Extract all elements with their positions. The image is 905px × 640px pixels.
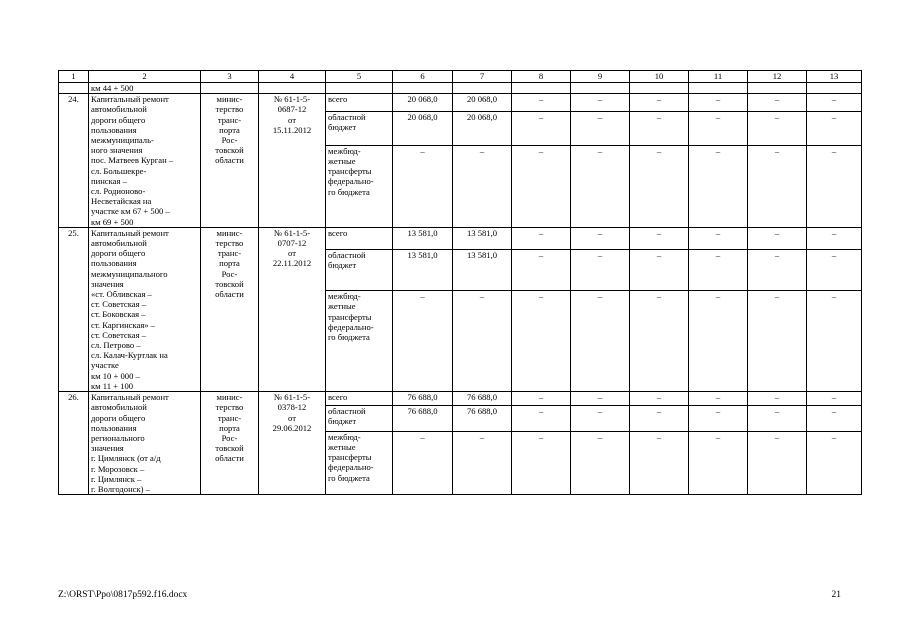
value-col11: –: [689, 94, 748, 112]
file-path: Z:\ORST\Ppo\0817p592.f16.docx: [58, 590, 188, 600]
row-number: 24.: [59, 94, 89, 228]
value-col8: –: [512, 405, 571, 431]
value-col8: –: [512, 145, 571, 227]
col-num-header: 12: [748, 71, 807, 83]
responsible-org: минис- терство транс- порта Рос- товской области: [201, 227, 259, 391]
value-col11: –: [689, 392, 748, 406]
col-num-header: 7: [453, 71, 512, 83]
value-col13: –: [807, 145, 862, 227]
program-table: [58, 70, 862, 495]
col-num-header: 11: [689, 71, 748, 83]
value-col12: –: [748, 145, 807, 227]
contract-number: № 61-1-5- 0687-12 от 15.11.2012: [259, 94, 326, 228]
value-col13: –: [807, 94, 862, 112]
value-col8: –: [512, 291, 571, 392]
continuation-text: км 44 + 500: [89, 83, 201, 94]
table-row: [59, 94, 862, 112]
value-col9: –: [571, 227, 630, 249]
value-col7: –: [453, 431, 512, 494]
row-number: 26.: [59, 392, 89, 495]
value-col8: –: [512, 111, 571, 145]
col-num-header: 2: [89, 71, 201, 83]
value-col9: –: [571, 145, 630, 227]
value-col6: –: [393, 145, 453, 227]
value-col11: –: [689, 405, 748, 431]
value-col13: –: [807, 392, 862, 406]
col-num-header: 3: [201, 71, 259, 83]
value-col12: –: [748, 94, 807, 112]
table-row: [59, 392, 862, 406]
value-col11: –: [689, 111, 748, 145]
value-col9: –: [571, 291, 630, 392]
value-col8: –: [512, 94, 571, 112]
value-col7: 13 581,0: [453, 249, 512, 291]
measure-description: Капитальный ремонт автомобильной дороги общего пользования межмуниципального значения «ст. Обливская – ст. Советская – ст. Боковская – ст. Каргинская» – ст. Советская – сл. Петрово – сл. Калач-Куртлак на участке км 10 + 000 – км 11 + 100: [89, 227, 201, 391]
value-col13: –: [807, 405, 862, 431]
value-col7: 20 068,0: [453, 111, 512, 145]
value-col11: –: [689, 145, 748, 227]
value-col11: –: [689, 431, 748, 494]
col-num-header: 13: [807, 71, 862, 83]
funding-source: областной бюджет: [326, 111, 393, 145]
value-col13: –: [807, 249, 862, 291]
value-col6: –: [393, 291, 453, 392]
value-col6: 13 581,0: [393, 227, 453, 249]
funding-source: областной бюджет: [326, 249, 393, 291]
value-col9: –: [571, 94, 630, 112]
value-col10: –: [630, 111, 689, 145]
value-col13: –: [807, 111, 862, 145]
funding-source: всего: [326, 392, 393, 406]
funding-source: межбюд- жетные трансферты федерально- го бюджета: [326, 431, 393, 494]
value-col11: –: [689, 227, 748, 249]
value-col11: –: [689, 291, 748, 392]
document-page: [58, 70, 841, 495]
value-col6: 13 581,0: [393, 249, 453, 291]
funding-source: межбюд- жетные трансферты федерально- го бюджета: [326, 291, 393, 392]
value-col7: –: [453, 291, 512, 392]
value-col7: 13 581,0: [453, 227, 512, 249]
measure-description: Капитальный ремонт автомобильной дороги общего пользования межмуниципаль- ного значения пос. Матвеев Курган – сл. Большекре- пинская – сл. Родионово- Несветайская на участке км 67 + 500 – км 69 + 500: [89, 94, 201, 228]
funding-source: межбюд- жетные трансферты федерально- го бюджета: [326, 145, 393, 227]
value-col9: –: [571, 405, 630, 431]
value-col12: –: [748, 392, 807, 406]
value-col13: –: [807, 291, 862, 392]
funding-source: всего: [326, 94, 393, 112]
table-row: [59, 227, 862, 249]
measure-description: Капитальный ремонт автомобильной дороги общего пользования регионального значения г. Цимлянск (от а/д г. Морозовск – г. Цимлянск – г. Волгодонск) –: [89, 392, 201, 495]
value-col8: –: [512, 249, 571, 291]
value-col7: 20 068,0: [453, 94, 512, 112]
value-col7: –: [453, 145, 512, 227]
value-col9: –: [571, 431, 630, 494]
value-col8: –: [512, 392, 571, 406]
value-col6: 76 688,0: [393, 392, 453, 406]
value-col7: 76 688,0: [453, 392, 512, 406]
value-col10: –: [630, 249, 689, 291]
value-col10: –: [630, 291, 689, 392]
continuation-row: [59, 83, 862, 94]
value-col6: 20 068,0: [393, 111, 453, 145]
value-col6: 76 688,0: [393, 405, 453, 431]
funding-source: всего: [326, 227, 393, 249]
value-col10: –: [630, 405, 689, 431]
value-col12: –: [748, 431, 807, 494]
contract-number: № 61-1-5- 0707-12 от 22.11.2012: [259, 227, 326, 391]
col-num-header: 1: [59, 71, 89, 83]
row-number: 25.: [59, 227, 89, 391]
value-col11: –: [689, 249, 748, 291]
value-col6: –: [393, 431, 453, 494]
value-col10: –: [630, 392, 689, 406]
funding-source: областной бюджет: [326, 405, 393, 431]
col-num-header: 9: [571, 71, 630, 83]
value-col12: –: [748, 405, 807, 431]
value-col8: –: [512, 227, 571, 249]
value-col12: –: [748, 249, 807, 291]
value-col12: –: [748, 227, 807, 249]
value-col13: –: [807, 227, 862, 249]
col-num-header: 8: [512, 71, 571, 83]
value-col12: –: [748, 291, 807, 392]
value-col9: –: [571, 392, 630, 406]
col-num-header: 6: [393, 71, 453, 83]
col-num-header: 10: [630, 71, 689, 83]
responsible-org: минис- терство транс- порта Рос- товской области: [201, 392, 259, 495]
col-num-header: 4: [259, 71, 326, 83]
value-col10: –: [630, 227, 689, 249]
value-col6: 20 068,0: [393, 94, 453, 112]
value-col12: –: [748, 111, 807, 145]
value-col9: –: [571, 111, 630, 145]
value-col10: –: [630, 94, 689, 112]
value-col9: –: [571, 249, 630, 291]
value-col13: –: [807, 431, 862, 494]
column-numbers-row: [59, 71, 862, 83]
contract-number: № 61-1-5- 0378-12 от 29.06.2012: [259, 392, 326, 495]
page-number: 21: [831, 590, 841, 600]
col-num-header: 5: [326, 71, 393, 83]
responsible-org: минис- терство транс- порта Рос- товской области: [201, 94, 259, 228]
value-col10: –: [630, 431, 689, 494]
value-col8: –: [512, 431, 571, 494]
value-col10: –: [630, 145, 689, 227]
value-col7: 76 688,0: [453, 405, 512, 431]
